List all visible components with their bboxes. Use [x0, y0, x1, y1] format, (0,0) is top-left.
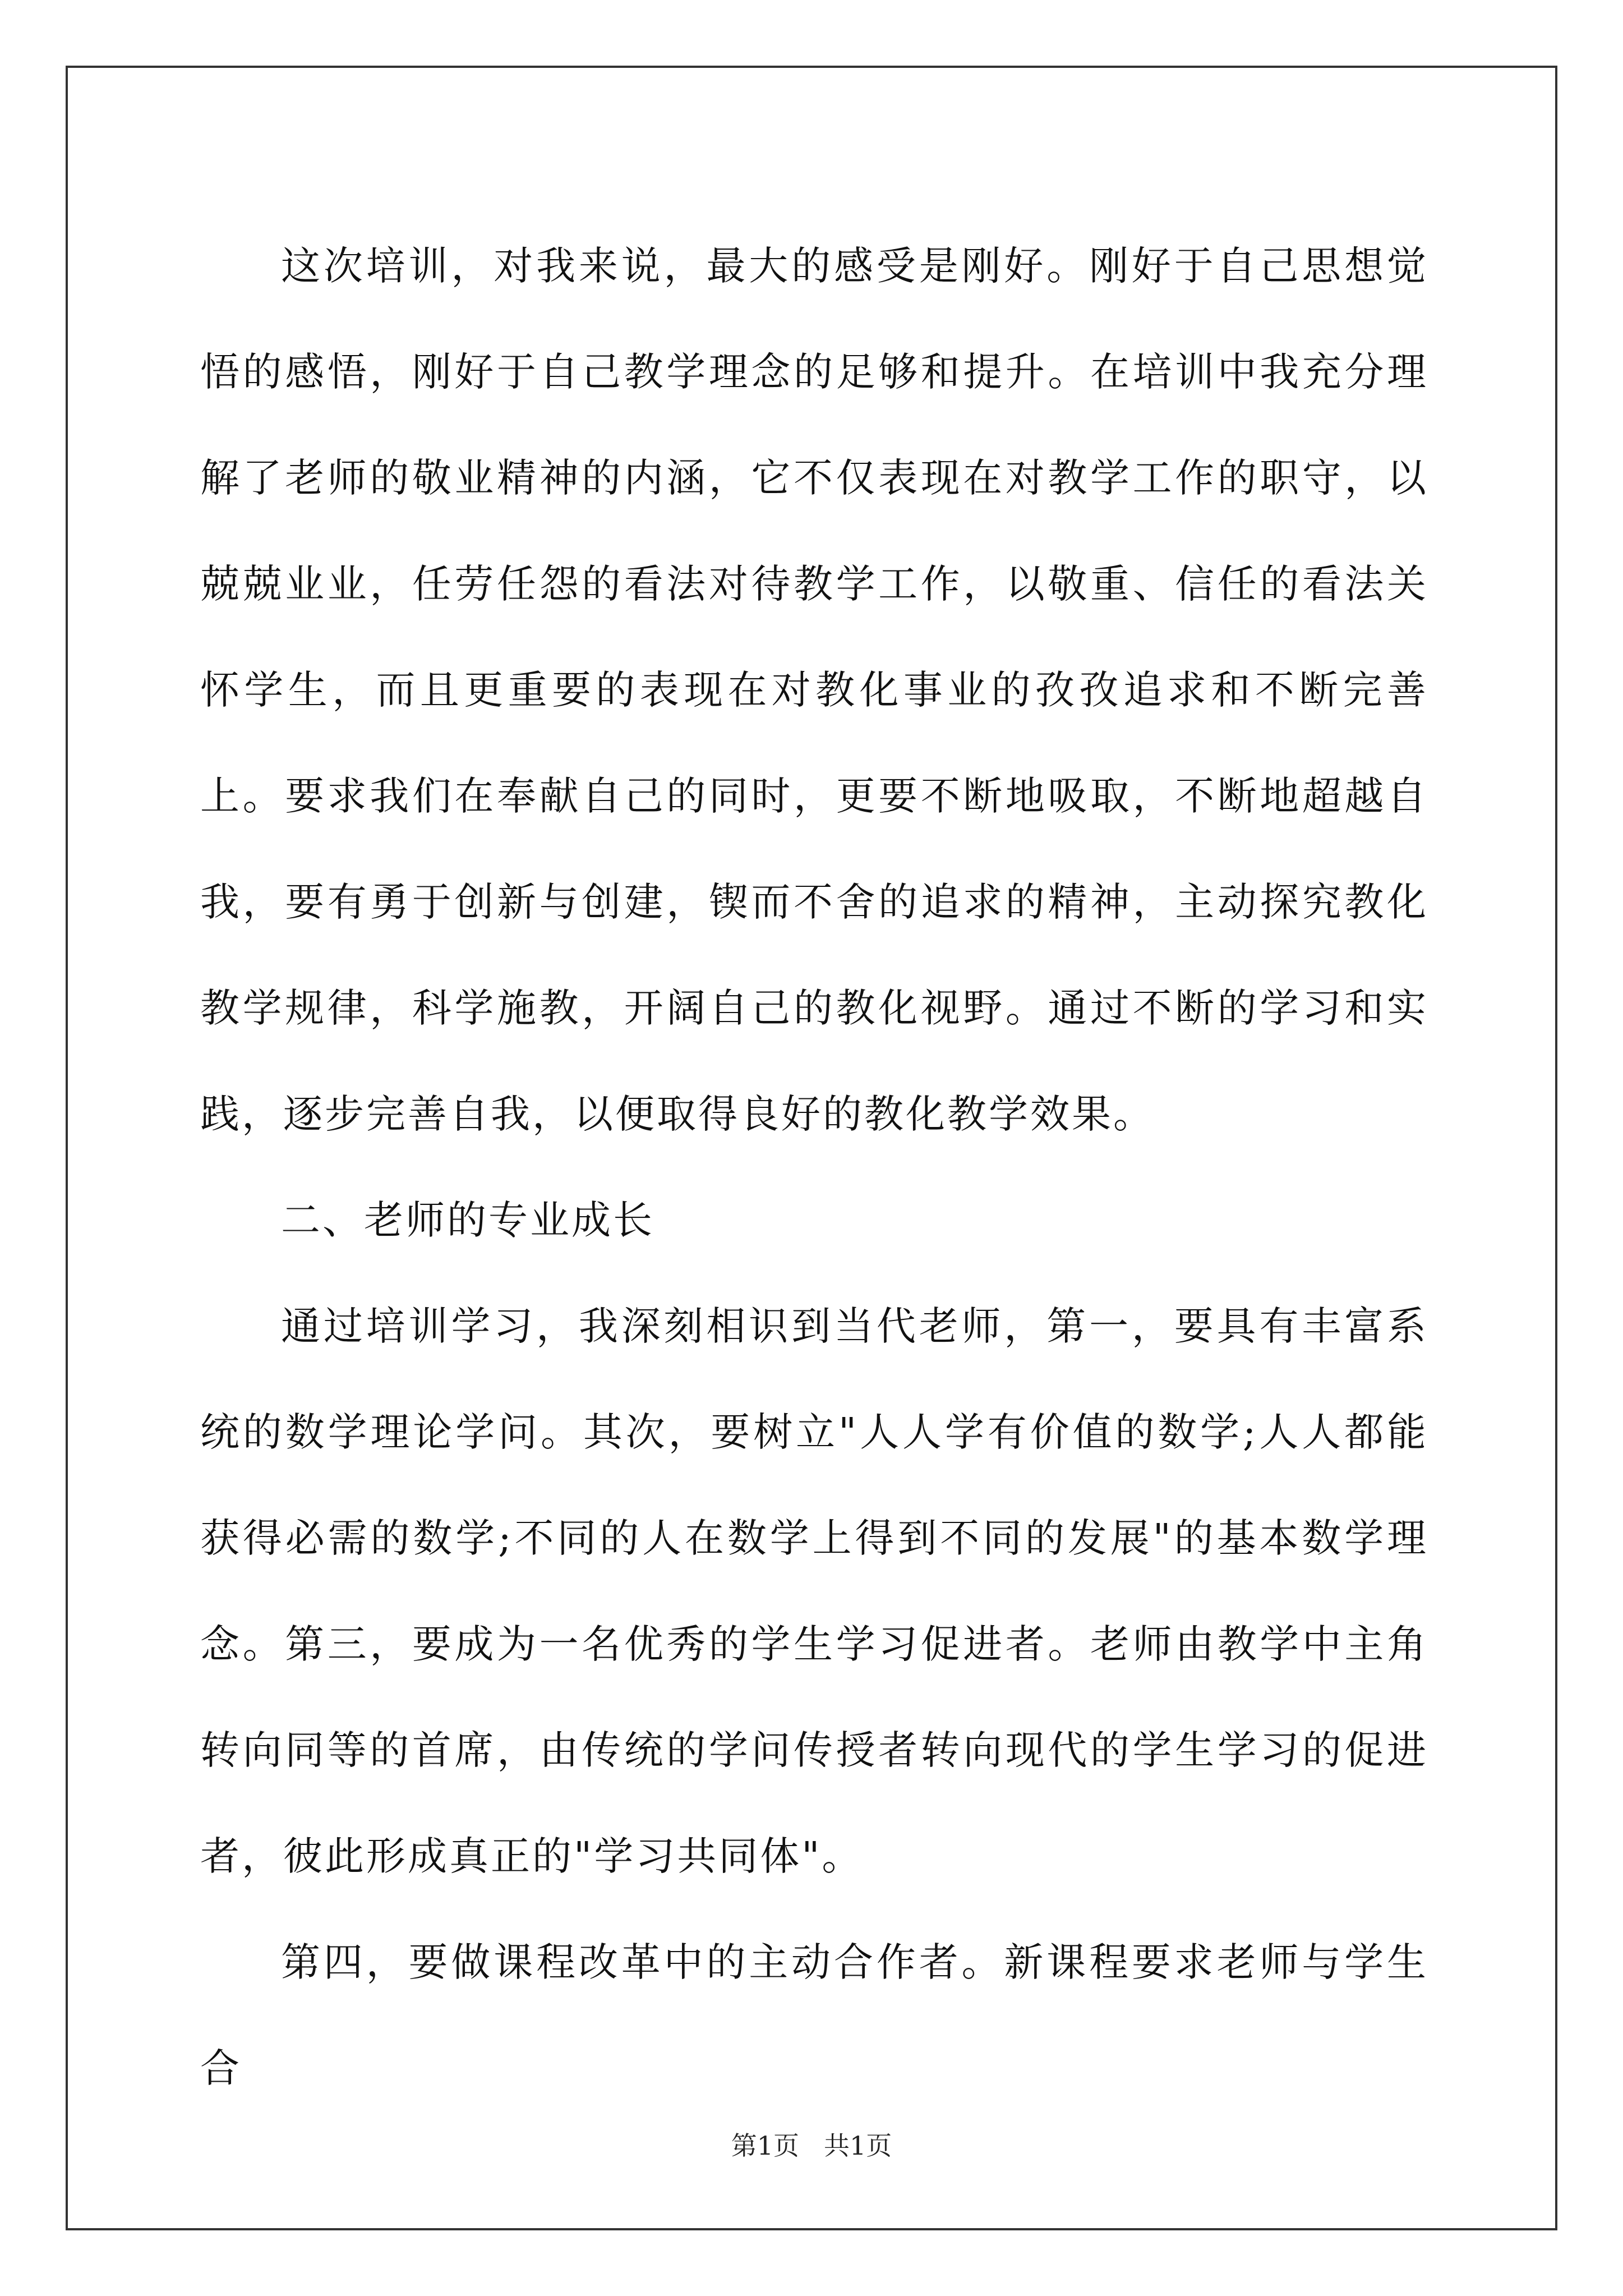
- page-footer: [0, 2129, 1623, 2162]
- page-total: 共1页: [823, 2131, 892, 2161]
- document-body: [200, 213, 1428, 2122]
- page-number: 第1页: [731, 2131, 800, 2161]
- section-heading-professional-growth: 二、老师的专业成长: [281, 1197, 654, 1243]
- paragraph-teacher-requirements: 通过培训学习，我深刻相识到当代老师，第一，要具有丰富系统的数学理论学问。其次，要树立"人人学有价值的数学;人人都能获得必需的数学;不同的人在数学上得到不同的发展"的基本数学理念。第三，要成为一名优秀的学生学习促进者。老师由教学中主角转向同等的首席，由传统的学问传授者转向现代的学生学习的促进者，彼此形成真正的"学习共同体"。: [200, 1303, 1428, 1879]
- paragraph-training-feelings: 这次培训，对我来说，最大的感受是刚好。刚好于自己思想觉悟的感悟，刚好于自己教学理念的足够和提升。在培训中我充分理解了老师的敬业精神的内涵，它不仅表现在对教学工作的职守，以兢兢业业，任劳任怨的看法对待教学工作，以敬重、信任的看法关怀学生，而且更重要的表现在对教化事业的孜孜追求和不断完善上。要求我们在奉献自己的同时，更要不断地吸取，不断地超越自我，要有勇于创新与创建，锲而不舍的追求的精神，主动探究教化教学规律，科学施教，开阔自己的教化视野。通过不断的学习和实践，逐步完善自我，以便取得良好的教化教学效果。: [200, 243, 1428, 1137]
- paragraph-curriculum-reform: 第四，要做课程改革中的主动合作者。新课程要求老师与学生合: [200, 1939, 1428, 2091]
